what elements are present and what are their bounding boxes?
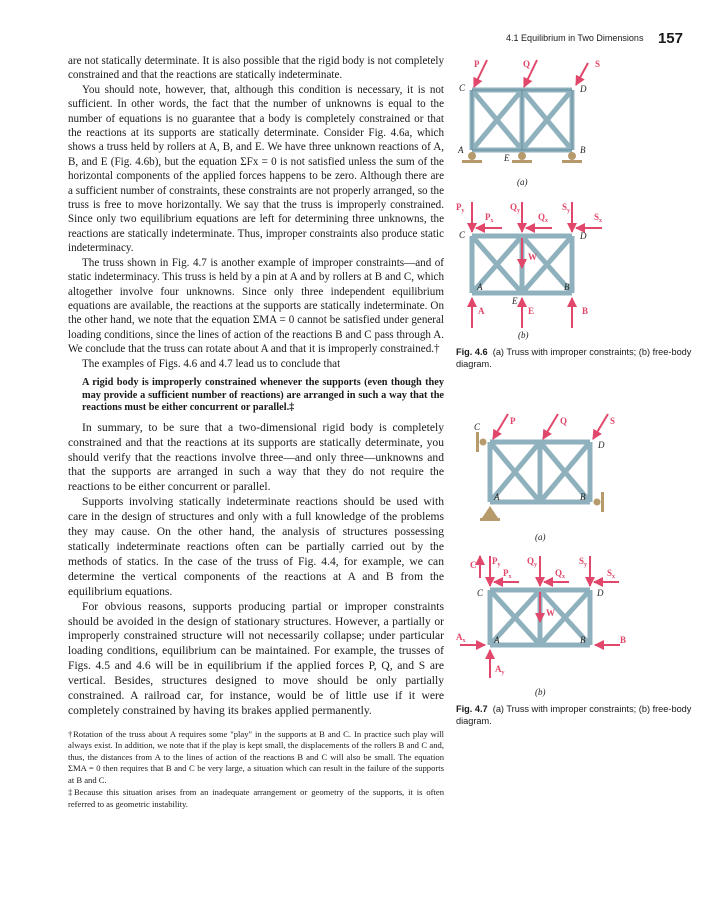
body-text [68,54,444,811]
label-sy: $S_y$ [579,556,588,568]
figure-4-7b [455,550,640,700]
figure-4-6b [452,198,622,348]
section-title: 4.1 Equilibrium in Two Dimensions [506,32,644,43]
label-py: $P_y$ [492,556,501,568]
label-a: A [494,492,500,502]
subfig-label: (b) [535,687,546,697]
label-qy: $Q_y$ [527,556,538,568]
highlighted-rule: A rigid body is improperly constrained whenever the supports (even though they may provide a sufficient number of reactions) are arranged in such a way that the reactions must be either concurrent or parallel.‡ [82,376,444,414]
label-a: A [458,145,464,155]
label-e: E [504,153,510,163]
figure-4-6a [452,55,622,195]
roller-supports [462,152,582,163]
running-header [506,30,683,47]
label-p: P [510,416,516,426]
label-py: $P_y$ [456,202,465,214]
label-px: $P_x$ [503,568,512,580]
label-sy: $S_y$ [562,202,571,214]
label-reaction-ax: $A_x$ [456,632,466,644]
label-d: D [597,588,604,598]
label-reaction-a: A [478,306,485,316]
subfig-label: (b) [518,330,529,340]
label-sx: $S_x$ [607,568,616,580]
figure-4-7-caption [456,704,696,727]
footnote: ‡Because this situation arises from an inadequate arrangement or geometry of the supports, it is often referred to as geometric instability. [68,787,444,809]
paragraph: The examples of Figs. 4.6 and 4.7 lead us to conclude that [82,357,341,370]
label-q: Q [560,416,568,426]
label-b: B [580,635,586,645]
paragraph: The truss shown in Fig. 4.7 is another example of improper constraints—and of static indeterminacy. This truss is held by a pin at A and by rollers at B and C, which altogether involve four unknowns. Since only three independent equilibrium equations are available, the reactions at the supports are statically indeterminate. On the other hand, we note that the equation ΣMA = 0 cannot be satisfied under general loading conditions, since the lines of action of the reactions B and C pass through A. We conclude that the truss can rotate about A and that it is improperly constrained.† [68,256,444,356]
label-reaction-e: E [528,306,535,316]
label-qx: $Q_x$ [538,212,549,224]
label-a: A [477,282,483,292]
label-reaction-ay: $A_y$ [495,664,505,676]
paragraph: In summary, to be sure that a two-dimensional rigid body is completely constrained and that the reactions at its supports are statically determinate, you should verify that the reactions involve three—and only three—unknowns and that the supports are arranged in such a way that they do not require the reactions to be either concurrent or parallel. [68,420,444,494]
label-w: W [546,608,555,618]
label-d: D [580,84,587,94]
caption-text: (a) Truss with improper constraints; (b) free-body diagram. [456,704,692,726]
force-s-arrow [593,414,608,439]
paragraph: are not statically determinate. It is also possible that the rigid body is not completely constrained and that the reactions are statically indeterminate. [68,55,444,82]
footnotes [68,729,444,811]
label-c: C [477,588,484,598]
figure-4-6-caption [456,347,696,370]
label-e: E [512,296,518,306]
label-qx: $Q_x$ [555,568,566,580]
force-q-arrow [543,414,558,439]
label-q: Q [523,59,531,69]
figure-number: Fig. 4.7 [456,704,488,714]
figure-4-7a [470,412,640,547]
page-number: 157 [657,30,683,47]
label-w: W [528,252,537,262]
subfig-label: (a) [535,532,546,542]
label-c: C [459,230,466,240]
label-sx: $S_x$ [594,212,603,224]
force-s-arrow [576,63,588,85]
paragraph: Supports involving statically indeterminate reactions should be used with care in the design of structures and only with a full knowledge of the problems they may cause. On the other hand, the analysis of structures possessing statically indeterminate reactions often can be partially carried out by the methods of statics. In the case of the truss of Fig. 4.4, for example, we can determine the vertical components of the reactions at A and B from the equilibrium equations. [68,495,444,598]
label-s: S [595,59,601,69]
caption-text: (a) Truss with improper constraints; (b) free-body diagram. [456,347,692,369]
label-a: A [494,635,500,645]
label-reaction-b: B [620,635,627,645]
label-p: P [474,59,480,69]
label-s: S [610,416,616,426]
force-p-arrow [493,414,508,439]
label-d: D [598,440,605,450]
label-reaction-c: C [470,560,477,570]
label-reaction-b: B [582,306,589,316]
label-b: B [580,492,586,502]
label-b: B [564,282,570,292]
label-qy: $Q_y$ [510,202,521,214]
footnote: †Rotation of the truss about A requires some "play" in the supports at B and C. In practice such play will always exist. In addition, we note that if the play is kept small, the displacements of the rollers B and C and, thus, the distances from A to the lines of action of the reactions B and C will also be small. The equation ΣMA = 0 then requires that B and C be very large, a situation which can result in the failure of the supports at B and C. [68,728,444,785]
label-c: C [459,83,466,93]
label-b: B [580,145,586,155]
figure-number: Fig. 4.6 [456,347,488,357]
paragraph: You should note, however, that, although this condition is necessary, it is not sufficient. In other words, the fact that the number of unknowns is equal to the number of equations is no guarantee that a body is completely constrained or that the reactions at its supports are statically determinate. Consider Fig. 4.6a, which shows a truss held by rollers at A, B, and E. We have three unknown reactions of A, B, and E (Fig. 4.6b), but the equation ΣFx = 0 is not satisfied unless the sum of the horizontal components of the applied forces happens to be zero. Although there are a sufficient number of constraints, these constraints are not properly arranged, so the truss is free to move horizontally. We say that the truss is improperly constrained. Since only two equilibrium equations are left for determining three unknowns, the reactions are statically indeterminate. Thus, improper constraints also produce static indeterminacy. [68,83,444,255]
label-d: D [580,231,587,241]
subfig-label: (a) [517,177,528,187]
label-c: C [474,422,481,432]
label-px: $P_x$ [485,212,494,224]
paragraph: For obvious reasons, supports producing partial or improper constraints should be avoided in the design of stationary structures. However, a partially or improperly constrained structure will not necessarily collapse; under particular loading conditions, equilibrium can be maintained. For example, the trusses of Figs. 4.5 and 4.6 will be in equilibrium if the applied forces P, Q, and S are vertical. Besides, structures designed to move should be only partially constrained. A railroad car, for instance, would be of little use if it were completely constrained by having its brakes applied permanently. [68,599,444,717]
